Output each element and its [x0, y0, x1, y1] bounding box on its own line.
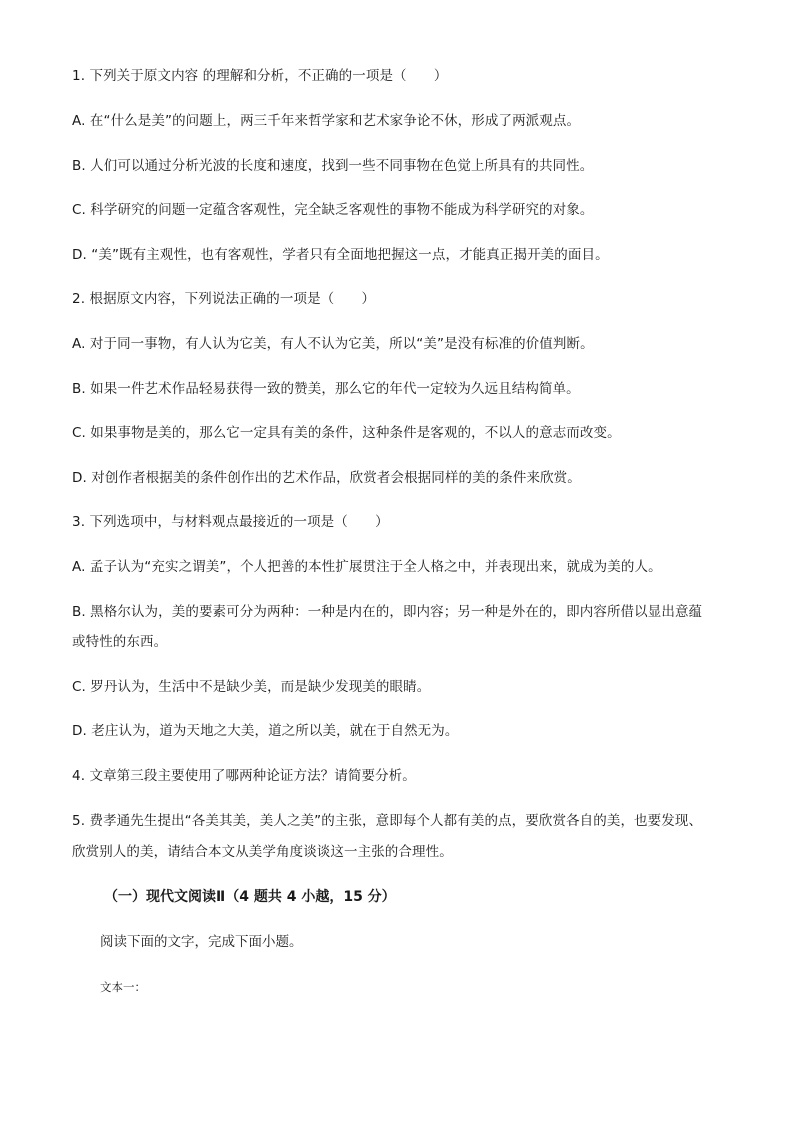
section-title: （一）现代文阅读Ⅱ（4 题共 4 小越，15 分）: [104, 889, 396, 905]
question-1-option-d: D. “美”既有主观性，也有客观性，学者只有全面地把握这一点，才能真正揭开美的面目。: [72, 247, 609, 263]
question-2-option-a: A. 对于同一事物，有人认为它美，有人不认为它美，所以“美”是没有标准的价值判断。: [72, 336, 594, 352]
question-3-option-b: B. 黑格尔认为，美的要素可分为两种：一种是内在的，即内容；另一种是外在的，即内容所借以显出意蕴: [72, 604, 703, 620]
question-5-line-1: 5. 费孝通先生提出“各美其美，美人之美”的主张，意即每个人都有美的点，要欣赏各自的美，也要发现、: [72, 813, 703, 829]
question-2-stem: 2. 根据原文内容，下列说法正确的一项是（ ）: [72, 291, 376, 307]
question-3-stem: 3. 下列选项中，与材料观点最接近的一项是（ ）: [72, 514, 389, 530]
question-1-option-b: B. 人们可以通过分析光波的长度和速度，找到一些不同事物在色觉上所具有的共同性。: [72, 158, 594, 174]
question-1-option-a: A. 在“什么是美”的问题上，两三千年来哲学家和艺术家争论不休，形成了两派观点。: [72, 113, 581, 129]
question-3-option-a: A. 孟子认为“充实之谓美”，个人把善的本性扩展贯注于全人格之中，并表现出来，就成为美的人。: [72, 559, 662, 575]
question-2-option-c: C. 如果事物是美的，那么它一定具有美的条件，这种条件是客观的，不以人的意志而改变。: [72, 425, 621, 441]
question-3-option-b-cont: 或特性的东西。: [72, 634, 168, 650]
question-5-line-2: 欣赏别人的美，请结合本文从美学角度谈谈这一主张的合理性。: [72, 844, 453, 860]
question-3-option-d: D. 老庄认为，道为天地之大美，道之所以美，就在于自然无为。: [72, 723, 459, 739]
question-3-option-c: C. 罗丹认为，生活中不是缺少美，而是缺少发现美的眼睛。: [72, 679, 431, 695]
text-one-label: 文本一：: [100, 980, 146, 994]
question-1-stem: 1. 下列关于原文内容 的理解和分析，不正确的一项是（ ）: [72, 68, 448, 84]
question-2-option-d: D. 对创作者根据美的条件创作出的艺术作品，欣赏者会根据同样的美的条件来欣赏。: [72, 470, 581, 486]
question-2-option-b: B. 如果一件艺术作品轻易获得一致的赞美，那么它的年代一定较为久远且结构简单。: [72, 381, 580, 397]
reading-instruction: 阅读下面的文字，完成下面小题。: [100, 934, 303, 950]
question-1-option-c: C. 科学研究的问题一定蕴含客观性，完全缺乏客观性的事物不能成为科学研究的对象。: [72, 202, 594, 218]
question-4: 4. 文章第三段主要使用了哪两种论证方法？请简要分析。: [72, 768, 416, 784]
